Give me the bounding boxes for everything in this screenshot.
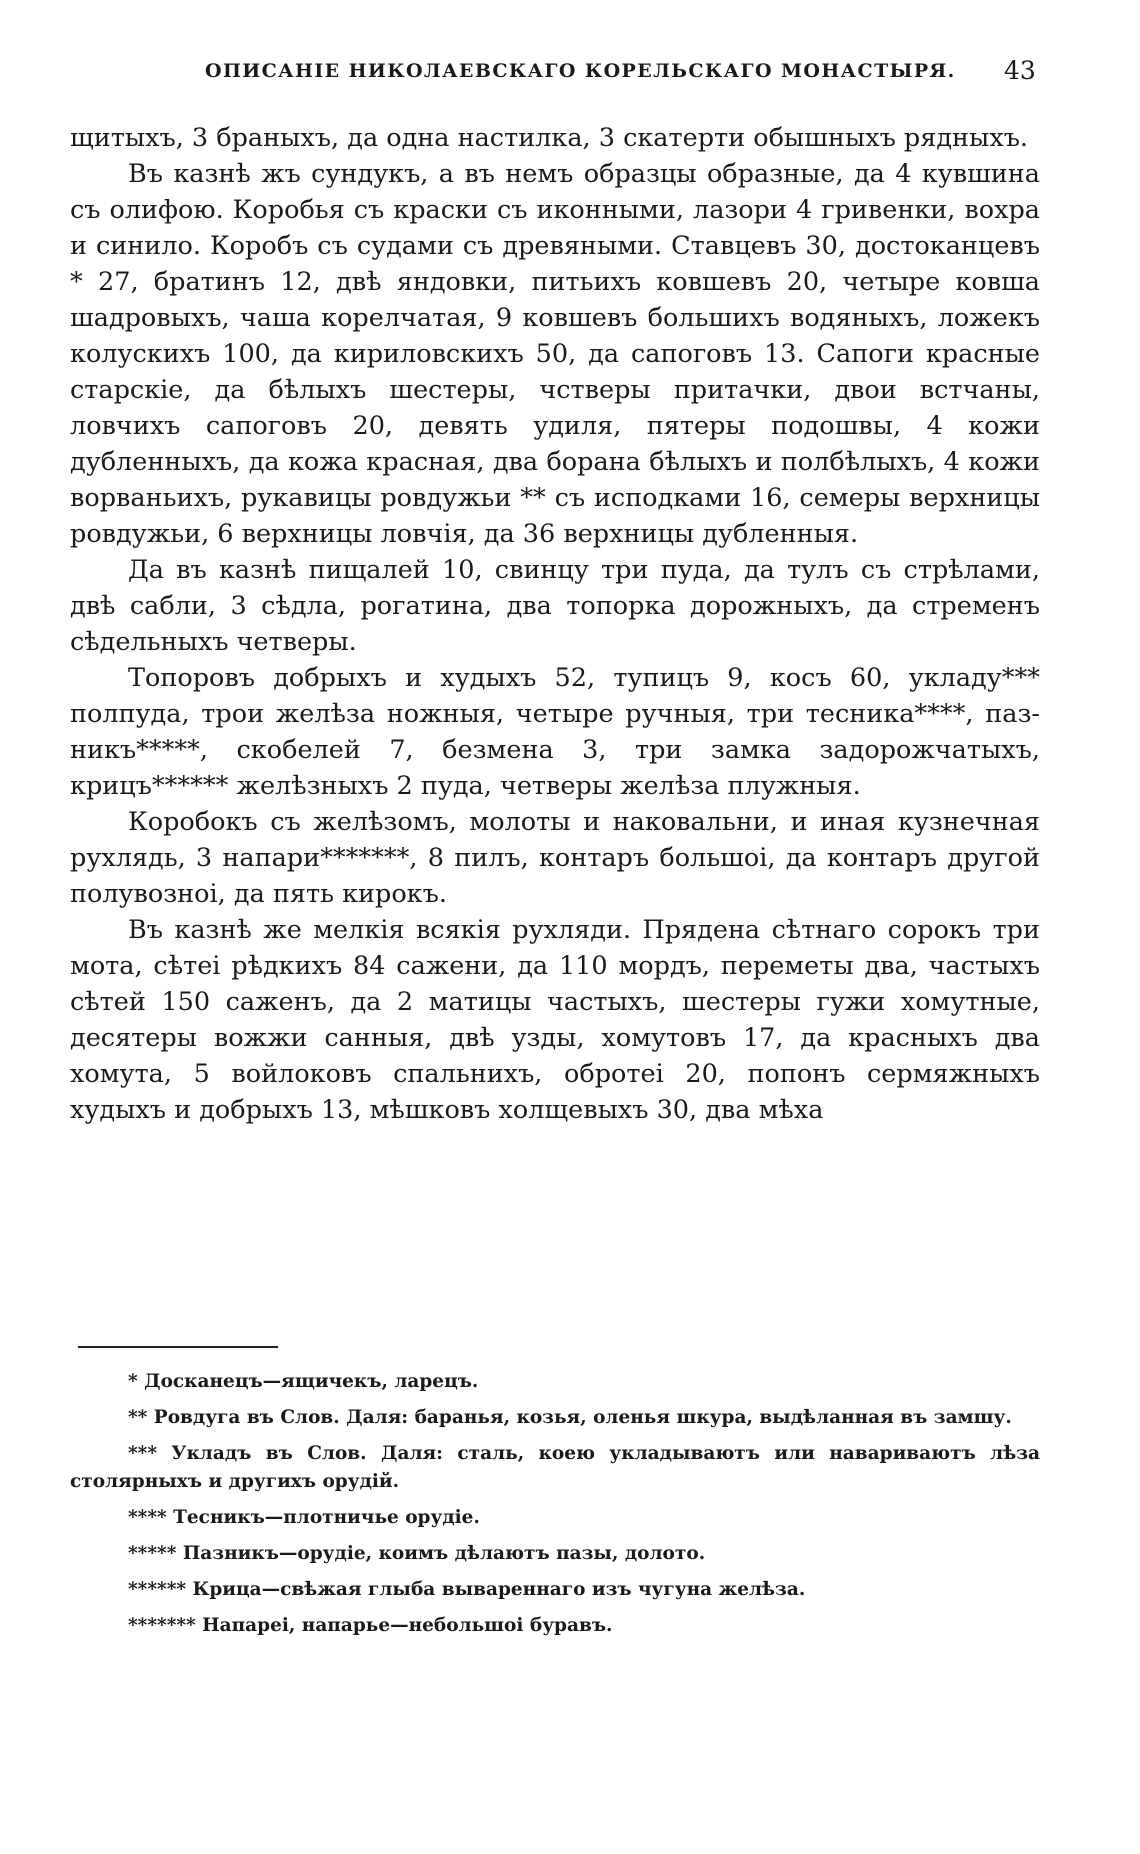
footnote: **** Тесникъ—плотничье орудіе. — [128, 1507, 480, 1528]
footnote-separator — [78, 1346, 278, 1348]
paragraph: Въ казнѣ же мелкія всякія рухляди. Прядена сѣтнаго сорокъ три мота, сѣтеі рѣдкихъ 84 сажени, да 110 мордъ, переметы два, частыхъ сѣтей 150 саженъ, да 2 матицы частыхъ, шестеры гужи хомутные, десятеры вожжи санныя, двѣ узды, хомутовъ 17, да красныхъ два хомута, 5 войлоковъ спальнихъ, обротеі 20, попонъ сермяжныхъ худыхъ и добрыхъ 13, мѣшковъ холщевыхъ 30, два мѣха — [70, 915, 1040, 1125]
paragraph-continuation: щитыхъ, 3 браныхъ, да одна настилка, 3 скатерти обышныхъ рядныхъ. — [70, 123, 1029, 153]
footnote: ***** Пазникъ—орудіе, коимъ дѣлаютъ пазы, долото. — [128, 1543, 706, 1564]
main-text — [70, 120, 1040, 1128]
footnote: * Досканецъ—ящичекъ, ларецъ. — [128, 1371, 479, 1392]
running-title: ОПИСАНІЕ НИКОЛАЕВСКАГО КОРЕЛЬСКАГО МОНАСТЫРЯ. — [205, 60, 956, 82]
paragraph: Коробокъ съ желѣзомъ, молоты и наковальни, и иная кузнечная рухлядь, 3 напари*******, 8 пилъ, контаръ большоі, да контаръ другой полувозноі, да пять кирокъ. — [70, 807, 1040, 909]
footnote: ****** Крица—свѣжая глыба вывареннаго изъ чугуна желѣза. — [128, 1579, 806, 1600]
footnote: ******* Напареі, напарье—небольшоі буравъ. — [128, 1615, 613, 1636]
footnote: ** Ровдуга въ Слов. Даля: баранья, козья, оленья шкура, выдѣланная въ замшу. — [128, 1407, 1012, 1428]
paragraph: Да въ казнѣ пищалей 10, свинцу три пуда, да тулъ съ стрѣлами, двѣ сабли, 3 сѣдла, рогатина, два топорка дорожныхъ, да стременъ сѣдельныхъ четверы. — [70, 555, 1040, 657]
footnotes — [70, 1368, 1040, 1648]
paragraph: Въ казнѣ жъ сундукъ, а въ немъ образцы образные, да 4 кувшина съ олифою. Коробья съ краски съ иконными, лазори 4 гривенки, вохра и синило. Коробъ съ судами съ древяными. Ставцевъ 30, достоканцевъ * 27, братинъ 12, двѣ яндовки, питьихъ ковшевъ 20, четыре ковша шадровыхъ, чаша корелчатая, 9 ковшевъ большихъ водяныхъ, ложекъ колускихъ 100, да кириловскихъ 50, да сапоговъ 13. Сапоги красные старскіе, да бѣлыхъ шестеры, чстверы притачки, двои встчаны, ловчихъ сапоговъ 20, девять удиля, пятеры подошвы, 4 кожи дубленныхъ, да кожа красная, два борана бѣлыхъ и полбѣлыхъ, 4 кожи ворваньихъ, рукавицы ровдужьи ** съ исподками 16, семеры верхницы ровдужьи, 6 верхницы ловчія, да 36 верхницы дубленныя. — [70, 159, 1040, 549]
paragraph: Топоровъ добрыхъ и худыхъ 52, тупицъ 9, косъ 60, укладу*** полпуда, трои желѣза ножныя, четыре ручныя, три тесника****, пазникъ*****, скобелей 7, безмена 3, три замка задорожчатыхъ, крицъ****** желѣзныхъ 2 пуда, четверы желѣза плужныя. — [70, 663, 1040, 801]
page-number: 43 — [1004, 56, 1036, 85]
footnote: *** Укладъ въ Слов. Даля: сталь, коею укладываютъ или навариваютъ лѣза столярныхъ и другихъ орудій. — [70, 1443, 1040, 1492]
